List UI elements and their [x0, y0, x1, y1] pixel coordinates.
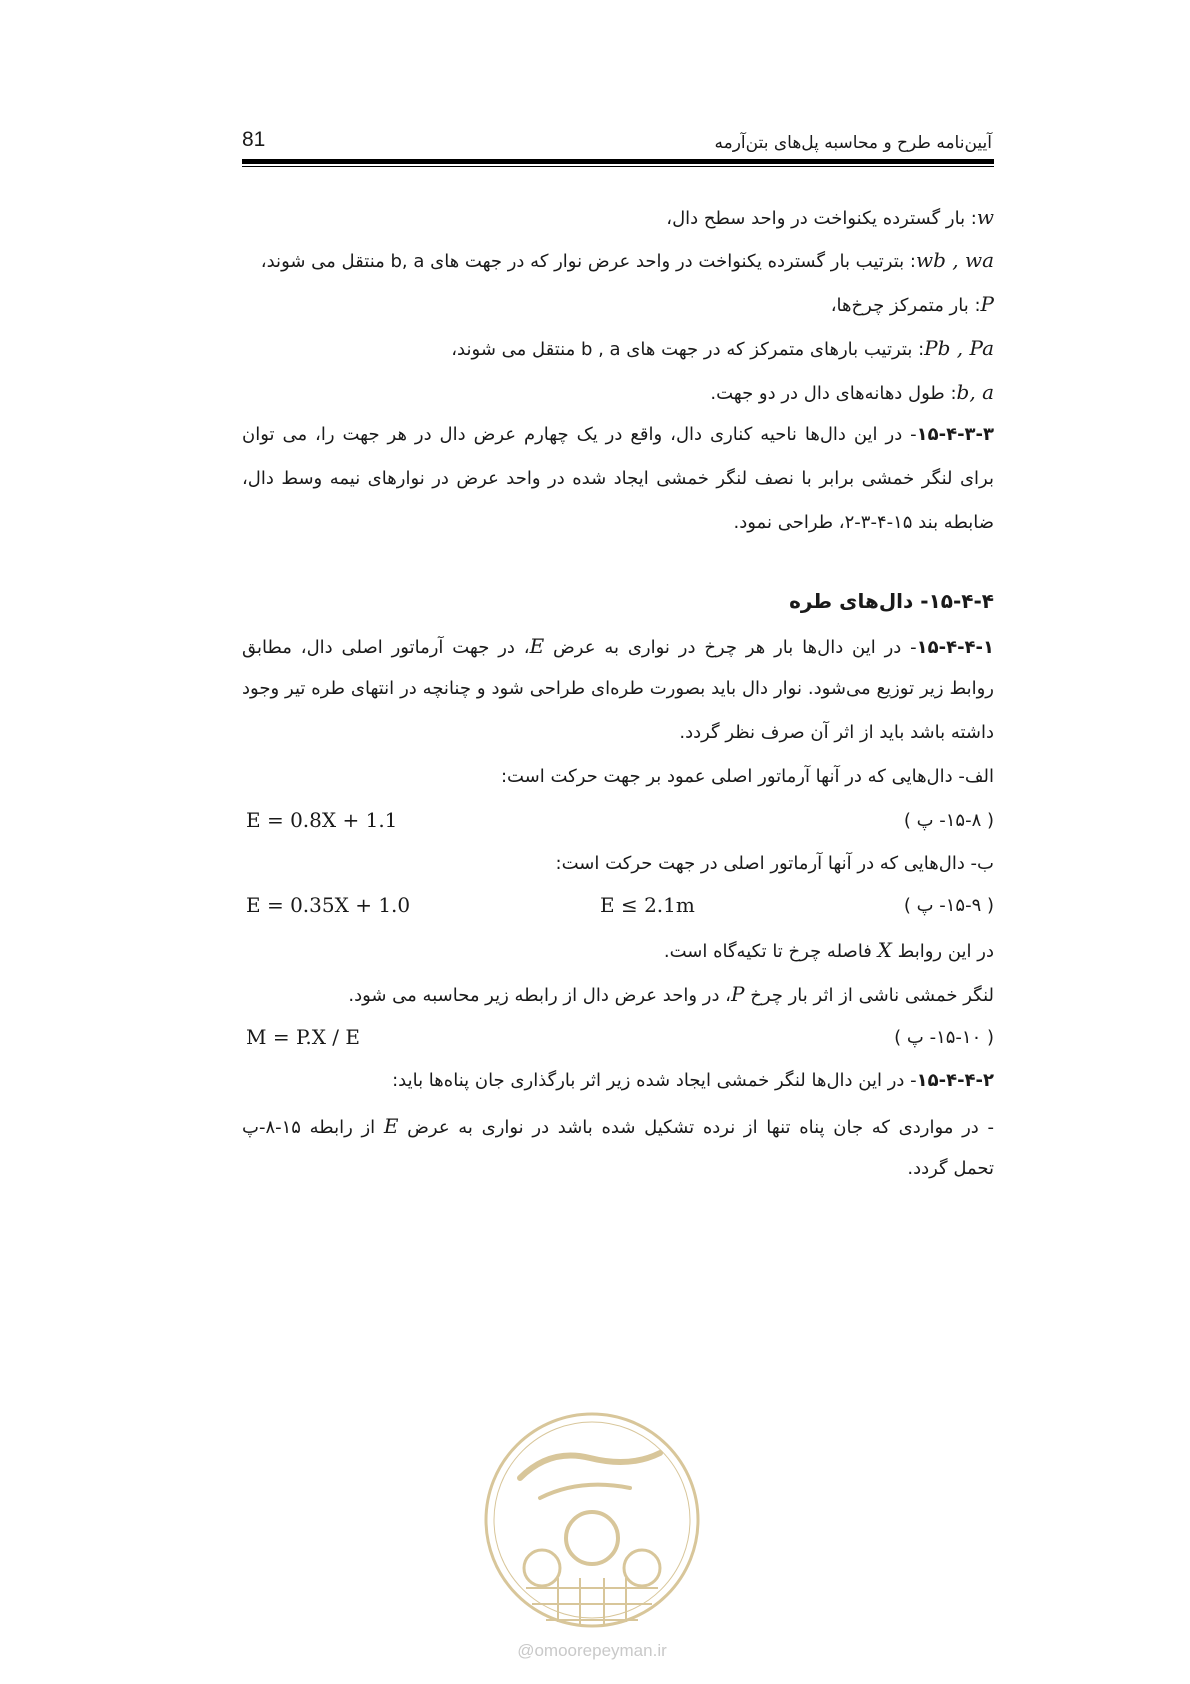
symbol-wb-wa: wb , wa: [915, 248, 994, 272]
section-15-4-4-1-line-2: روابط زیر توزیع می‌شود. نوار دال باید بصورت طره‌ای طراحی شود و چنانچه در انتهای طره تیر وجود: [242, 678, 994, 699]
section-heading-cantilever-slabs: [789, 589, 994, 613]
paragraph-text: لنگر خمشی ناشی از اثر بار چرخ: [750, 985, 994, 1006]
heading-number: ۱۵-۴-۴: [928, 589, 994, 613]
definition-p: [831, 292, 994, 316]
watermark-calligraphy-stroke: [540, 1485, 630, 1498]
symbol-b-a: b, a: [956, 380, 994, 404]
definition-pb-pa: [451, 336, 994, 360]
definition-b-a-text: : طول دهانه‌های دال در دو جهت.: [710, 383, 957, 404]
x-definition: [664, 938, 994, 962]
definition-w: [666, 205, 994, 229]
page-number: 81: [242, 128, 266, 151]
section-number: ۱۵-۴-۳-۳: [916, 424, 994, 445]
moment-definition: [348, 982, 994, 1006]
definition-wb-wa: [261, 248, 994, 272]
case-a-text: الف- دال‌هایی که در آنها آرماتور اصلی عمود بر جهت حرکت است:: [500, 766, 994, 787]
definition-pb-pa-text: : بترتیب بارهای متمرکز که در جهت های b , a منتقل می شوند،: [451, 339, 925, 360]
header-rule-thick: [242, 159, 994, 164]
running-title: آیین‌نامه طرح و محاسبه پل‌های بتن‌آرمه: [714, 133, 992, 153]
paragraph-text: فاصله چرخ تا تکیه‌گاه است.: [663, 941, 872, 962]
section-15-4-4-1-line-1: [242, 634, 994, 658]
watermark-logo: [480, 1408, 704, 1632]
equation-15-8-formula: E = 0.8X + 1.1: [246, 808, 398, 832]
equation-15-9-number: ( ۱۵-۹- پ ): [903, 895, 994, 916]
watermark-outer-ring: [486, 1414, 698, 1626]
section-15-4-4-2-line-3: تحمل گردد.: [907, 1158, 994, 1179]
watermark-gear-left: [524, 1550, 560, 1586]
equation-15-10-formula: M = P.X / E: [246, 1025, 361, 1049]
equation-15-9-formula: E = 0.35X + 1.0: [246, 893, 411, 917]
header-rule-thin: [242, 166, 994, 167]
equation-15-8-number: ( ۱۵-۸- پ ): [903, 810, 994, 831]
symbol-e: E: [529, 634, 545, 658]
paragraph-text: از رابطه ۱۵-۸-پ: [242, 1117, 376, 1138]
section-15-4-4-2-line-1: [392, 1070, 994, 1091]
paragraph-text: - در مواردی که جان پناه تنها از نرده تشکیل شده باشد در نواری به عرض: [407, 1117, 994, 1138]
section-15-4-3-3-line-1: [242, 424, 994, 445]
symbol-e: E: [383, 1114, 399, 1138]
paragraph-text: - در این دال‌ها بار هر چرخ در نواری به عرض: [553, 637, 917, 658]
symbol-x: X: [877, 938, 892, 962]
symbol-p: P: [731, 982, 745, 1006]
definition-w-text: : بار گسترده یکنواخت در واحد سطح دال،: [666, 208, 977, 229]
section-15-4-3-3-line-2: برای لنگر خمشی برابر با نصف لنگر خمشی ایجاد شده در واحد عرض در نوارهای نیمه وسط دال،: [242, 468, 994, 489]
symbol-pb-pa: Pb , Pa: [924, 336, 994, 360]
heading-title: - دال‌های طره: [789, 589, 929, 613]
watermark-url: @omoorepeyman.ir: [517, 1641, 667, 1660]
watermark-gear-right: [624, 1550, 660, 1586]
watermark-gear: [566, 1512, 618, 1564]
definition-p-text: : بار متمرکز چرخ‌ها،: [830, 295, 981, 316]
case-b-text: ب- دال‌هایی که در آنها آرماتور اصلی در جهت حرکت است:: [555, 853, 994, 874]
section-15-4-4-2-line-2: [242, 1114, 994, 1138]
symbol-w: w: [976, 205, 994, 229]
equation-15-10-number: ( ۱۵-۱۰- پ ): [894, 1027, 994, 1048]
paragraph-text: - در این دال‌ها لنگر خمشی ایجاد شده زیر اثر بارگذاری جان پناه‌ها باید:: [392, 1070, 917, 1091]
definition-wb-wa-text: : بترتیب بار گسترده یکنواخت در واحد عرض نوار که در جهت های b, a منتقل می شوند،: [260, 251, 916, 272]
definition-b-a: [710, 380, 994, 404]
paragraph-text: ، در واحد عرض دال از رابطه زیر محاسبه می شود.: [348, 985, 731, 1006]
paragraph-text: ، در جهت آرماتور اصلی دال، مطابق: [242, 637, 530, 658]
section-15-4-3-3-line-3: ضابطه بند ۱۵-۴-۳-۲، طراحی نمود.: [733, 512, 994, 533]
section-number: ۱۵-۴-۴-۲: [916, 1070, 994, 1091]
paragraph-text: - در این دال‌ها ناحیه کناری دال، واقع در یک چهارم عرض دال در هر جهت را، می توان: [242, 424, 917, 445]
paragraph-text: در این روابط: [897, 941, 994, 962]
section-number: ۱۵-۴-۴-۱: [916, 637, 994, 658]
watermark-calligraphy: [520, 1453, 660, 1478]
section-15-4-4-1-line-3: داشته باشد باید از اثر آن صرف نظر گردد.: [679, 722, 994, 743]
symbol-p: P: [980, 292, 994, 316]
equation-15-9-condition: E ≤ 2.1m: [600, 893, 695, 917]
